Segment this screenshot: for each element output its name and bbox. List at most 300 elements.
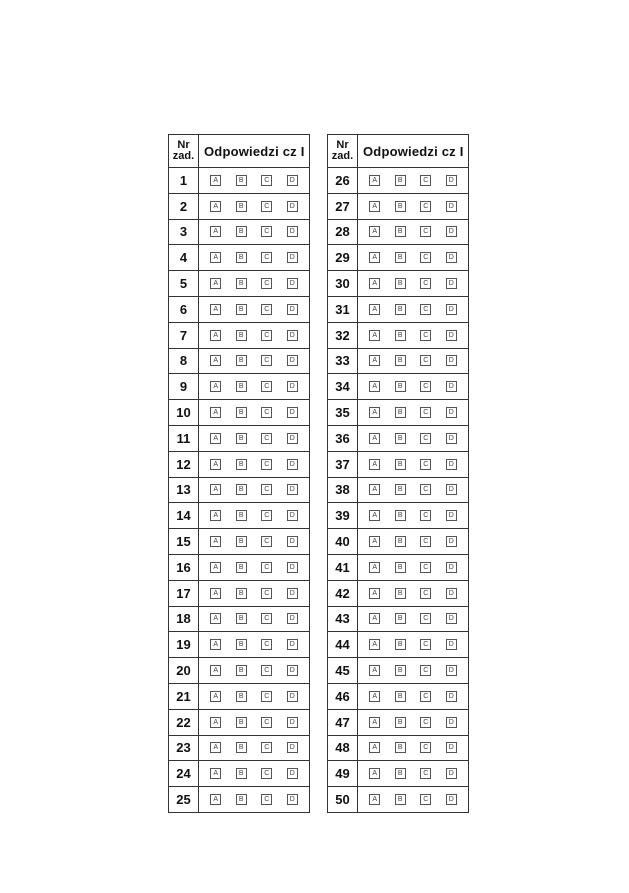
question-row: [328, 709, 469, 735]
answer-options: [358, 658, 469, 684]
question-number: 49: [328, 761, 358, 787]
answer-box-d[interactable]: D: [446, 459, 457, 470]
answer-options: [199, 322, 310, 348]
question-row: [328, 554, 469, 580]
answer-box-a[interactable]: A: [210, 510, 221, 521]
question-number: 26: [328, 168, 358, 194]
answer-box-d[interactable]: D: [446, 201, 457, 212]
answer-options: [358, 632, 469, 658]
answer-box-d[interactable]: D: [446, 768, 457, 779]
answer-box-a[interactable]: A: [369, 639, 380, 650]
answer-box-b[interactable]: B: [236, 355, 247, 366]
answer-box-c[interactable]: C: [420, 742, 431, 753]
question-row: [328, 735, 469, 761]
answer-box-b[interactable]: B: [395, 536, 406, 547]
answer-box-a[interactable]: A: [369, 278, 380, 289]
answer-box-b[interactable]: B: [236, 536, 247, 547]
answer-box-a[interactable]: A: [369, 304, 380, 315]
answer-box-a[interactable]: A: [210, 201, 221, 212]
answer-box-b[interactable]: B: [236, 665, 247, 676]
answer-box-d[interactable]: D: [446, 484, 457, 495]
answer-box-a[interactable]: A: [369, 510, 380, 521]
answer-box-a[interactable]: A: [210, 742, 221, 753]
answer-box-d[interactable]: D: [287, 639, 298, 650]
answer-box-a[interactable]: A: [210, 330, 221, 341]
answer-box-b[interactable]: B: [236, 381, 247, 392]
answer-box-d[interactable]: D: [446, 562, 457, 573]
answer-options: [199, 451, 310, 477]
answer-box-a[interactable]: A: [369, 691, 380, 702]
question-row: [169, 503, 310, 529]
question-row: [169, 219, 310, 245]
answer-box-d[interactable]: D: [287, 510, 298, 521]
question-number-header: [169, 135, 199, 168]
answer-box-d[interactable]: D: [287, 717, 298, 728]
answer-box-a[interactable]: A: [210, 588, 221, 599]
answer-box-a[interactable]: A: [369, 201, 380, 212]
answer-box-c[interactable]: C: [261, 278, 272, 289]
answer-box-b[interactable]: B: [236, 794, 247, 805]
answer-box-a[interactable]: A: [369, 717, 380, 728]
answer-box-b[interactable]: B: [395, 717, 406, 728]
answer-box-c[interactable]: C: [420, 252, 431, 263]
answer-box-b[interactable]: B: [236, 304, 247, 315]
answer-box-a[interactable]: A: [210, 717, 221, 728]
answer-box-d[interactable]: D: [446, 510, 457, 521]
answer-box-a[interactable]: A: [369, 381, 380, 392]
answer-box-c[interactable]: C: [261, 484, 272, 495]
answer-box-b[interactable]: B: [236, 175, 247, 186]
answer-box-b[interactable]: B: [395, 691, 406, 702]
answer-box-c[interactable]: C: [420, 330, 431, 341]
question-number: 30: [328, 271, 358, 297]
answer-options: [358, 503, 469, 529]
answer-box-a[interactable]: A: [369, 226, 380, 237]
answer-box-a[interactable]: A: [369, 665, 380, 676]
answer-options: [199, 554, 310, 580]
answer-box-b[interactable]: B: [236, 330, 247, 341]
answer-box-b[interactable]: B: [395, 794, 406, 805]
answer-box-d[interactable]: D: [446, 665, 457, 676]
answer-box-c[interactable]: C: [420, 691, 431, 702]
answer-box-d[interactable]: D: [287, 304, 298, 315]
question-number: 48: [328, 735, 358, 761]
question-row: [169, 606, 310, 632]
answer-options: [358, 761, 469, 787]
question-row: [328, 580, 469, 606]
answer-box-a[interactable]: A: [369, 562, 380, 573]
answer-options: [358, 580, 469, 606]
answer-box-c[interactable]: C: [420, 355, 431, 366]
answer-box-d[interactable]: D: [446, 588, 457, 599]
answer-box-c[interactable]: C: [420, 717, 431, 728]
question-row: [328, 348, 469, 374]
answer-box-b[interactable]: B: [395, 768, 406, 779]
answer-box-d[interactable]: D: [446, 355, 457, 366]
answer-options: [358, 219, 469, 245]
answer-box-c[interactable]: C: [420, 304, 431, 315]
answer-box-c[interactable]: C: [261, 562, 272, 573]
answer-box-d[interactable]: D: [287, 407, 298, 418]
answer-box-b[interactable]: B: [236, 613, 247, 624]
answer-box-c[interactable]: C: [420, 665, 431, 676]
question-row: [169, 193, 310, 219]
answer-box-d[interactable]: D: [287, 201, 298, 212]
question-number: 47: [328, 709, 358, 735]
answer-box-c[interactable]: C: [420, 588, 431, 599]
answer-box-a[interactable]: A: [210, 484, 221, 495]
answer-box-d[interactable]: D: [287, 278, 298, 289]
answer-box-d[interactable]: D: [287, 484, 298, 495]
answer-box-d[interactable]: D: [446, 407, 457, 418]
answer-box-d[interactable]: D: [446, 691, 457, 702]
answer-box-a[interactable]: A: [210, 252, 221, 263]
question-number: 17: [169, 580, 199, 606]
answer-options: [199, 400, 310, 426]
answer-box-c[interactable]: C: [261, 717, 272, 728]
answer-box-c[interactable]: C: [420, 562, 431, 573]
zad-label: zad.: [172, 150, 195, 162]
answer-box-a[interactable]: A: [369, 407, 380, 418]
answer-box-c[interactable]: C: [420, 459, 431, 470]
answer-options: [358, 451, 469, 477]
answer-box-a[interactable]: A: [369, 433, 380, 444]
answer-box-d[interactable]: D: [446, 433, 457, 444]
answer-box-b[interactable]: B: [236, 742, 247, 753]
answer-table-left: [168, 134, 310, 813]
answer-box-b[interactable]: B: [236, 562, 247, 573]
answer-box-b[interactable]: B: [395, 459, 406, 470]
answer-box-c[interactable]: C: [420, 536, 431, 547]
answer-box-a[interactable]: A: [369, 588, 380, 599]
answer-box-a[interactable]: A: [369, 613, 380, 624]
answer-box-c[interactable]: C: [261, 252, 272, 263]
answer-box-b[interactable]: B: [236, 459, 247, 470]
answer-box-a[interactable]: A: [210, 536, 221, 547]
answer-box-d[interactable]: D: [287, 330, 298, 341]
answer-box-c[interactable]: C: [261, 433, 272, 444]
answer-options: [358, 425, 469, 451]
answer-box-d[interactable]: D: [287, 381, 298, 392]
answer-box-a[interactable]: A: [210, 665, 221, 676]
answer-box-c[interactable]: C: [261, 536, 272, 547]
question-row: [328, 374, 469, 400]
question-number: 31: [328, 296, 358, 322]
question-number: 4: [169, 245, 199, 271]
answer-box-a[interactable]: A: [210, 355, 221, 366]
answer-box-b[interactable]: B: [236, 639, 247, 650]
answer-box-d[interactable]: D: [446, 794, 457, 805]
question-number: 8: [169, 348, 199, 374]
answer-box-d[interactable]: D: [287, 252, 298, 263]
answer-box-c[interactable]: C: [261, 639, 272, 650]
answer-options: [199, 374, 310, 400]
answer-box-c[interactable]: C: [420, 407, 431, 418]
question-number: 14: [169, 503, 199, 529]
answer-box-b[interactable]: B: [236, 433, 247, 444]
answer-box-d[interactable]: D: [287, 588, 298, 599]
answer-box-d[interactable]: D: [287, 175, 298, 186]
answer-options: [358, 606, 469, 632]
answer-box-c[interactable]: C: [420, 639, 431, 650]
answer-box-b[interactable]: B: [395, 304, 406, 315]
answer-box-c[interactable]: C: [261, 691, 272, 702]
question-number: 10: [169, 400, 199, 426]
answer-options: [358, 683, 469, 709]
answer-box-c[interactable]: C: [261, 304, 272, 315]
answer-box-a[interactable]: A: [369, 330, 380, 341]
answer-box-c[interactable]: C: [261, 201, 272, 212]
answer-options: [358, 245, 469, 271]
answer-options: [199, 658, 310, 684]
answer-box-d[interactable]: D: [446, 278, 457, 289]
answer-options: [358, 271, 469, 297]
question-row: [169, 348, 310, 374]
answer-box-b[interactable]: B: [395, 433, 406, 444]
answer-box-d[interactable]: D: [446, 717, 457, 728]
answer-options: [199, 245, 310, 271]
answer-box-d[interactable]: D: [287, 691, 298, 702]
answer-options: [199, 425, 310, 451]
answer-box-d[interactable]: D: [446, 381, 457, 392]
question-row: [328, 322, 469, 348]
question-number: 18: [169, 606, 199, 632]
answer-box-d[interactable]: D: [446, 536, 457, 547]
answer-box-c[interactable]: C: [261, 226, 272, 237]
answer-box-c[interactable]: C: [261, 355, 272, 366]
zad-label: zad.: [331, 150, 354, 162]
answer-box-a[interactable]: A: [210, 381, 221, 392]
answer-box-b[interactable]: B: [395, 588, 406, 599]
question-row: [328, 245, 469, 271]
answer-box-c[interactable]: C: [261, 768, 272, 779]
question-row: [169, 735, 310, 761]
answer-box-c[interactable]: C: [420, 433, 431, 444]
answer-box-c[interactable]: C: [261, 381, 272, 392]
question-number: 5: [169, 271, 199, 297]
answer-box-b[interactable]: B: [395, 562, 406, 573]
answer-box-a[interactable]: A: [210, 459, 221, 470]
answer-box-d[interactable]: D: [446, 330, 457, 341]
question-row: [328, 503, 469, 529]
answer-box-b[interactable]: B: [236, 691, 247, 702]
answers-header: Odpowiedzi cz I: [358, 135, 469, 168]
answer-box-c[interactable]: C: [420, 768, 431, 779]
question-row: [328, 451, 469, 477]
answer-box-a[interactable]: A: [369, 742, 380, 753]
answer-box-a[interactable]: A: [210, 639, 221, 650]
answer-box-a[interactable]: A: [210, 407, 221, 418]
answer-box-d[interactable]: D: [446, 742, 457, 753]
answer-box-c[interactable]: C: [261, 794, 272, 805]
answer-options: [358, 193, 469, 219]
answer-box-d[interactable]: D: [287, 562, 298, 573]
question-row: [328, 529, 469, 555]
answer-box-b[interactable]: B: [395, 613, 406, 624]
answer-box-b[interactable]: B: [395, 252, 406, 263]
answer-box-d[interactable]: D: [287, 665, 298, 676]
answer-box-a[interactable]: A: [210, 613, 221, 624]
answer-box-d[interactable]: D: [287, 768, 298, 779]
answer-box-d[interactable]: D: [287, 536, 298, 547]
answer-options: [199, 296, 310, 322]
answer-options: [199, 683, 310, 709]
answer-box-a[interactable]: A: [369, 768, 380, 779]
answer-box-a[interactable]: A: [210, 433, 221, 444]
answer-box-b[interactable]: B: [236, 278, 247, 289]
answer-box-c[interactable]: C: [261, 665, 272, 676]
question-row: [169, 374, 310, 400]
answer-box-c[interactable]: C: [261, 742, 272, 753]
answer-box-a[interactable]: A: [369, 355, 380, 366]
answer-options: [199, 348, 310, 374]
answer-box-b[interactable]: B: [395, 330, 406, 341]
answer-box-c[interactable]: C: [420, 510, 431, 521]
question-row: [169, 168, 310, 194]
answer-box-b[interactable]: B: [236, 226, 247, 237]
answer-options: [358, 709, 469, 735]
answer-box-b[interactable]: B: [395, 742, 406, 753]
question-number: 45: [328, 658, 358, 684]
question-row: [169, 761, 310, 787]
question-number: 37: [328, 451, 358, 477]
question-number: 42: [328, 580, 358, 606]
answer-box-a[interactable]: A: [210, 175, 221, 186]
answer-options: [199, 709, 310, 735]
answer-box-b[interactable]: B: [395, 407, 406, 418]
question-number: 7: [169, 322, 199, 348]
answer-box-c[interactable]: C: [420, 794, 431, 805]
answer-box-d[interactable]: D: [287, 226, 298, 237]
answer-box-d[interactable]: D: [287, 613, 298, 624]
answer-box-a[interactable]: A: [210, 278, 221, 289]
answer-box-d[interactable]: D: [446, 639, 457, 650]
answer-table-right: [327, 134, 469, 813]
answer-box-b[interactable]: B: [395, 201, 406, 212]
answer-box-c[interactable]: C: [261, 588, 272, 599]
answer-options: [199, 219, 310, 245]
answer-box-b[interactable]: B: [395, 510, 406, 521]
answer-options: [358, 296, 469, 322]
question-row: [169, 245, 310, 271]
answer-box-b[interactable]: B: [395, 484, 406, 495]
answer-box-d[interactable]: D: [287, 794, 298, 805]
answer-box-a[interactable]: A: [210, 794, 221, 805]
answer-options: [199, 787, 310, 813]
answer-box-a[interactable]: A: [369, 175, 380, 186]
answer-box-a[interactable]: A: [369, 459, 380, 470]
answer-box-b[interactable]: B: [236, 201, 247, 212]
answer-box-b[interactable]: B: [395, 278, 406, 289]
question-row: [169, 658, 310, 684]
table-header-row: [169, 135, 310, 168]
answer-options: [199, 503, 310, 529]
answer-box-b[interactable]: B: [395, 639, 406, 650]
answer-box-b[interactable]: B: [395, 381, 406, 392]
answer-box-b[interactable]: B: [236, 717, 247, 728]
question-row: [169, 580, 310, 606]
answer-box-a[interactable]: A: [210, 304, 221, 315]
question-row: [169, 322, 310, 348]
answer-options: [199, 168, 310, 194]
question-row: [169, 554, 310, 580]
answer-box-d[interactable]: D: [446, 175, 457, 186]
answer-box-b[interactable]: B: [395, 665, 406, 676]
question-row: [169, 451, 310, 477]
answer-box-b[interactable]: B: [236, 588, 247, 599]
question-row: [169, 271, 310, 297]
nr-label: Nr: [336, 139, 349, 151]
answer-box-c[interactable]: C: [420, 278, 431, 289]
answer-box-c[interactable]: C: [261, 459, 272, 470]
answer-box-b[interactable]: B: [395, 175, 406, 186]
answer-box-b[interactable]: B: [236, 484, 247, 495]
answer-box-d[interactable]: D: [446, 226, 457, 237]
answer-box-d[interactable]: D: [446, 252, 457, 263]
question-number: 34: [328, 374, 358, 400]
answer-box-c[interactable]: C: [261, 407, 272, 418]
answer-box-c[interactable]: C: [420, 226, 431, 237]
answer-box-d[interactable]: D: [446, 613, 457, 624]
question-number: 21: [169, 683, 199, 709]
question-number: 16: [169, 554, 199, 580]
answer-box-c[interactable]: C: [261, 175, 272, 186]
question-number: 43: [328, 606, 358, 632]
answer-box-a[interactable]: A: [210, 691, 221, 702]
answer-box-b[interactable]: B: [236, 510, 247, 521]
answer-options: [358, 735, 469, 761]
answer-box-d[interactable]: D: [287, 742, 298, 753]
answer-box-a[interactable]: A: [369, 484, 380, 495]
question-row: [328, 632, 469, 658]
answer-box-b[interactable]: B: [236, 407, 247, 418]
answer-box-c[interactable]: C: [261, 330, 272, 341]
question-row: [328, 658, 469, 684]
answer-box-a[interactable]: A: [210, 562, 221, 573]
answer-box-b[interactable]: B: [236, 768, 247, 779]
answer-box-d[interactable]: D: [446, 304, 457, 315]
answer-box-b[interactable]: B: [395, 355, 406, 366]
answer-box-a[interactable]: A: [369, 536, 380, 547]
answer-box-a[interactable]: A: [369, 794, 380, 805]
answer-options: [358, 168, 469, 194]
question-row: [169, 425, 310, 451]
answer-box-a[interactable]: A: [210, 768, 221, 779]
answer-box-d[interactable]: D: [287, 355, 298, 366]
answer-box-c[interactable]: C: [420, 484, 431, 495]
answer-box-d[interactable]: D: [287, 459, 298, 470]
answer-box-c[interactable]: C: [420, 201, 431, 212]
answer-box-c[interactable]: C: [420, 613, 431, 624]
answer-options: [358, 374, 469, 400]
table-header-row: [328, 135, 469, 168]
answer-box-b[interactable]: B: [395, 226, 406, 237]
answer-box-a[interactable]: A: [369, 252, 380, 263]
question-row: [328, 761, 469, 787]
answer-box-b[interactable]: B: [236, 252, 247, 263]
answer-box-a[interactable]: A: [210, 226, 221, 237]
answer-options: [358, 348, 469, 374]
answer-box-c[interactable]: C: [261, 510, 272, 521]
answer-box-c[interactable]: C: [420, 175, 431, 186]
question-row: [328, 606, 469, 632]
answer-box-d[interactable]: D: [287, 433, 298, 444]
question-number: 39: [328, 503, 358, 529]
answer-box-c[interactable]: C: [261, 613, 272, 624]
answer-box-c[interactable]: C: [420, 381, 431, 392]
question-number: 40: [328, 529, 358, 555]
nr-label: Nr: [177, 139, 190, 151]
